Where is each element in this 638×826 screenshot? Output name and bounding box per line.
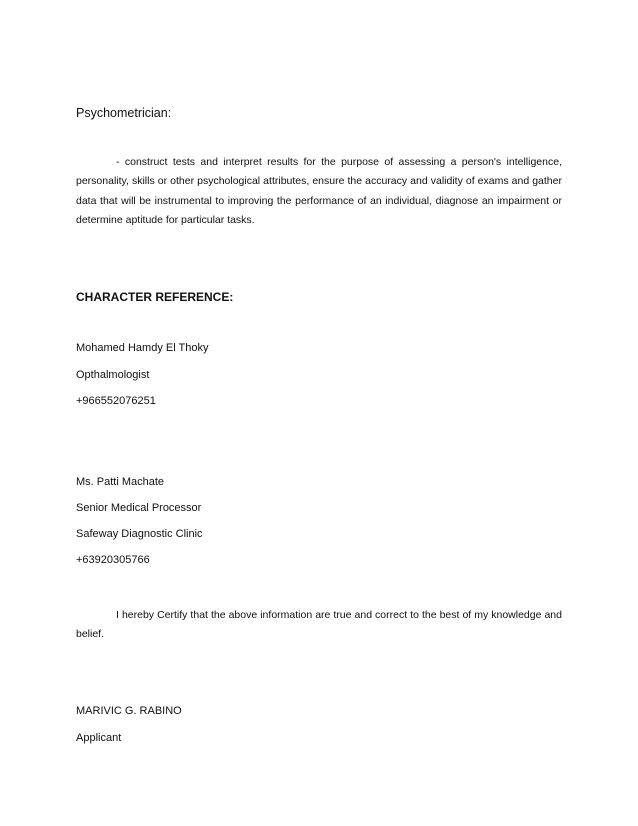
reference-2-phone: +63920305766 (76, 554, 150, 566)
reference-1-name: Mohamed Hamdy El Thoky (76, 342, 209, 354)
job-title: Psychometrician: (76, 106, 172, 120)
reference-2-name: Ms. Patti Machate (76, 476, 165, 488)
applicant-name: MARIVIC G. RABINO (76, 705, 182, 717)
certification-statement (76, 606, 562, 645)
applicant-label: Applicant (76, 732, 122, 744)
reference-1-phone: +966552076251 (76, 395, 156, 407)
reference-2-position: Senior Medical Processor (76, 502, 202, 514)
character-reference-heading: CHARACTER REFERENCE: (76, 290, 234, 304)
certification-text: I hereby Certify that the above information are true and correct to the best of my knowledge and belief. (76, 609, 562, 641)
job-duties-text: - construct tests and interpret results for the purpose of assessing a person's intelligence, personality, skills or other psychological attributes, ensure the accuracy and validity of exams and gather data that will be instrumental to improving the performance of an individual, diagnose an impairment or determine aptitude for particular tasks. (76, 156, 562, 226)
reference-2-company: Safeway Diagnostic Clinic (76, 528, 203, 540)
reference-1-position: Opthalmologist (76, 369, 150, 381)
job-duties (76, 153, 562, 230)
